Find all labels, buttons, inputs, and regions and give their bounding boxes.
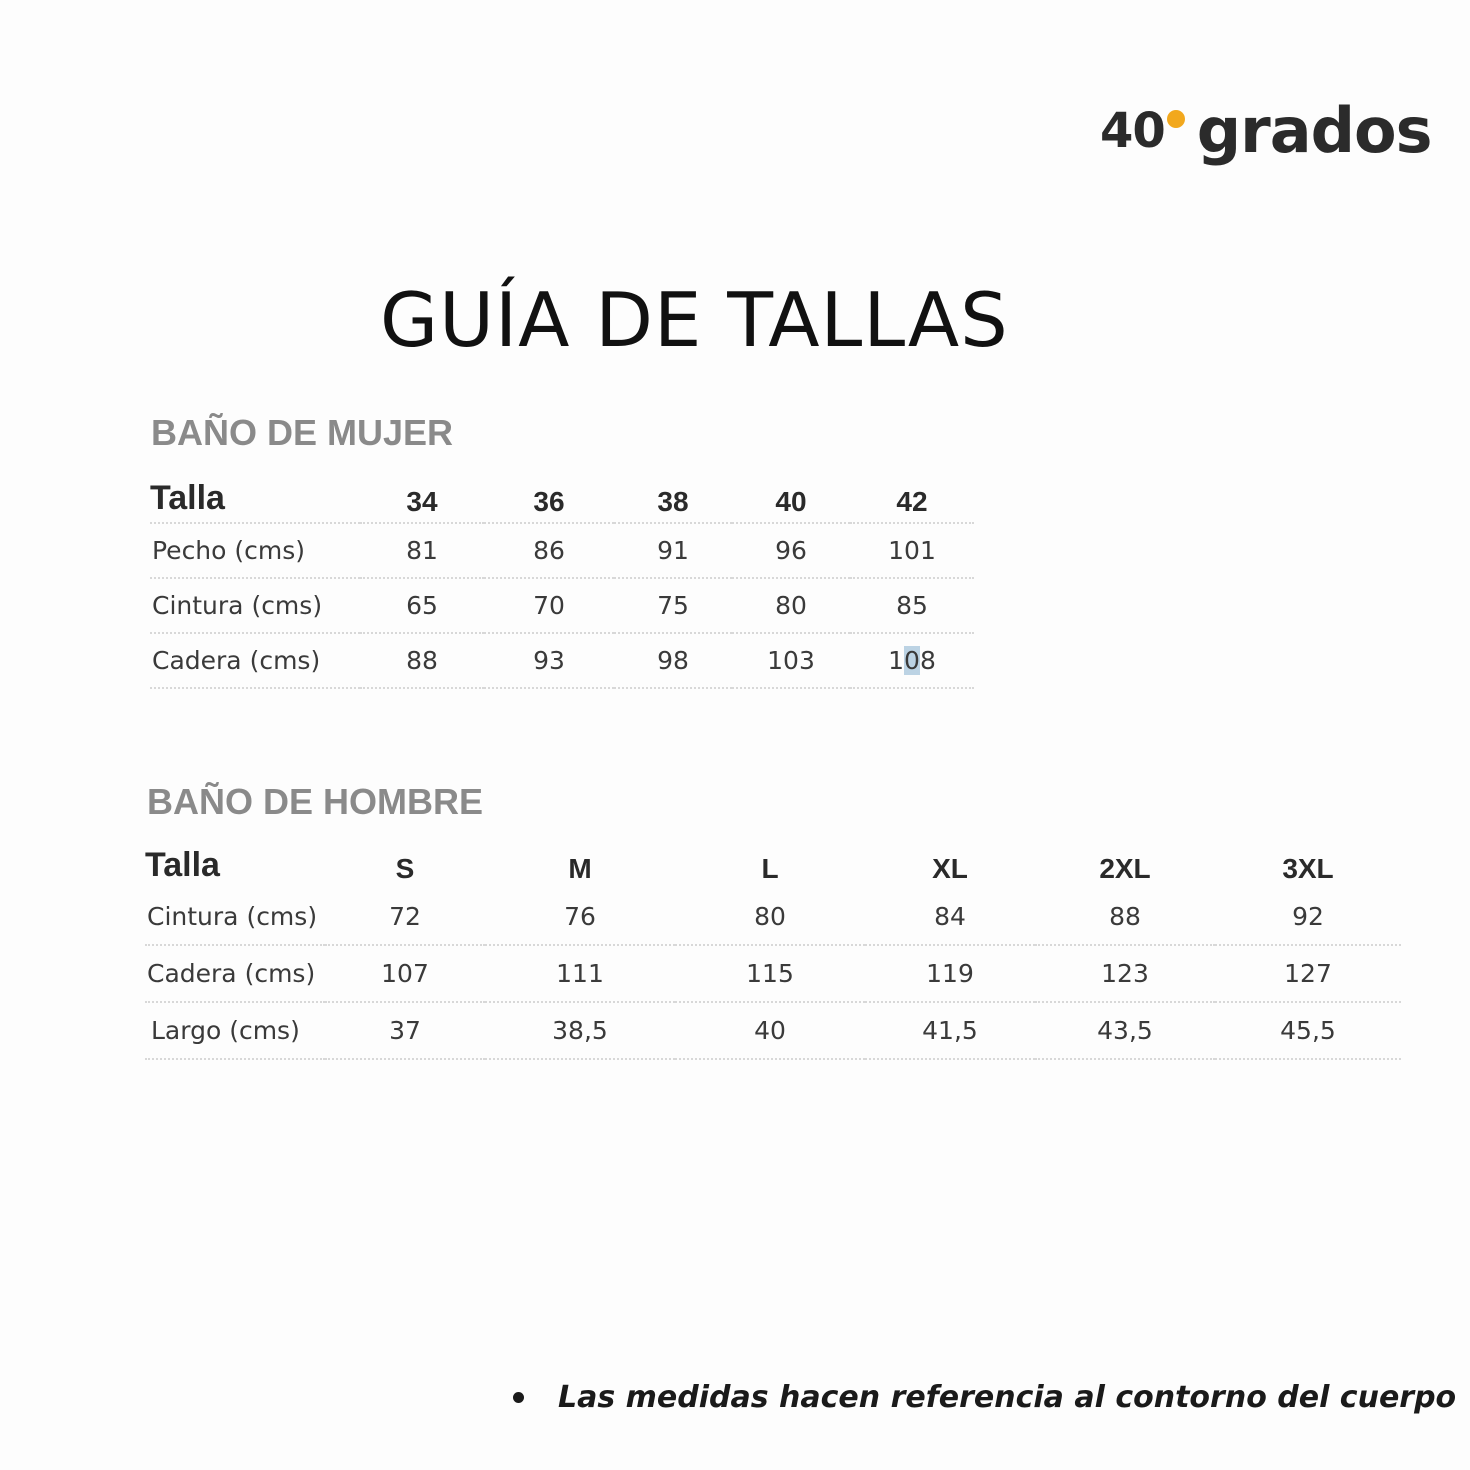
footnote — [513, 1380, 1456, 1415]
table-cell: 88 — [1109, 902, 1141, 931]
row-label: Cadera (cms) — [150, 633, 360, 688]
table-cell: 80 — [754, 902, 786, 931]
men-size-table — [145, 833, 1401, 1060]
table-cell: 84 — [934, 902, 966, 931]
table-cell: 101 — [850, 523, 974, 578]
footnote-text: Las medidas hacen referencia al contorno del cuerpo — [558, 1380, 1457, 1415]
table-row — [145, 889, 1401, 945]
table-cell-text: 108 — [888, 646, 936, 675]
table-cell: 37 — [325, 1002, 485, 1059]
table-header-row — [150, 472, 974, 523]
table-cell: 76 — [564, 902, 596, 931]
row-label: Cadera (cms) — [145, 945, 325, 1002]
table-cell: 123 — [1035, 945, 1215, 1002]
size-header: 38 — [657, 486, 689, 517]
brand-logo-dot — [1167, 110, 1185, 128]
table-cell: 92 — [1292, 902, 1324, 931]
table-cell: 111 — [485, 945, 675, 1002]
row-label: Pecho (cms) — [150, 523, 360, 578]
brand-logo — [1100, 96, 1431, 166]
row-label: Largo (cms) — [145, 1002, 325, 1059]
table-row — [150, 633, 974, 688]
row-label: Cintura (cms) — [147, 902, 318, 931]
table-cell: 75 — [614, 578, 732, 633]
size-header: XL — [932, 853, 968, 884]
table-header-label: Talla — [145, 846, 220, 884]
text-selection-highlight: 0 — [904, 646, 920, 675]
men-section-title: BAÑO DE HOMBRE — [147, 781, 484, 822]
table-cell: 86 — [484, 523, 614, 578]
size-header: 2XL — [1099, 853, 1151, 884]
table-cell: 119 — [865, 945, 1035, 1002]
table-row — [145, 1002, 1401, 1059]
table-cell: 91 — [614, 523, 732, 578]
bullet-icon — [513, 1392, 524, 1403]
size-header: 34 — [406, 486, 438, 517]
table-row — [145, 945, 1401, 1002]
table-cell: 80 — [732, 578, 850, 633]
table-cell: 93 — [484, 633, 614, 688]
table-cell: 85 — [850, 578, 974, 633]
table-cell: 96 — [732, 523, 850, 578]
brand-logo-word: grados — [1196, 94, 1432, 167]
table-row — [150, 523, 974, 578]
table-cell: 38,5 — [485, 1002, 675, 1059]
table-cell: 127 — [1215, 945, 1401, 1002]
table-cell: 41,5 — [865, 1002, 1035, 1059]
size-header: 42 — [896, 486, 928, 517]
table-cell: 72 — [389, 902, 421, 931]
table-cell: 70 — [484, 578, 614, 633]
women-section-title: BAÑO DE MUJER — [151, 412, 454, 453]
size-header: 40 — [775, 486, 807, 517]
size-header: 3XL — [1282, 853, 1334, 884]
size-header: L — [761, 853, 779, 884]
row-label: Cintura (cms) — [150, 578, 360, 633]
table-cell: 45,5 — [1215, 1002, 1401, 1059]
size-header: M — [568, 853, 592, 884]
table-cell: 107 — [325, 945, 485, 1002]
size-header: S — [395, 853, 415, 884]
table-cell: 81 — [360, 523, 484, 578]
table-cell: 115 — [675, 945, 865, 1002]
size-header: 36 — [533, 486, 565, 517]
table-cell: 98 — [614, 633, 732, 688]
table-cell: 43,5 — [1035, 1002, 1215, 1059]
brand-logo-number: 40 — [1100, 103, 1165, 159]
table-header-label: Talla — [150, 479, 225, 517]
table-cell: 88 — [360, 633, 484, 688]
table-cell: 103 — [732, 633, 850, 688]
table-row — [150, 578, 974, 633]
women-size-table — [150, 472, 974, 689]
table-cell-selected[interactable] — [850, 633, 974, 688]
table-cell: 40 — [675, 1002, 865, 1059]
page-title: GUÍA DE TALLAS — [380, 276, 1009, 365]
table-cell: 65 — [360, 578, 484, 633]
table-header-row — [145, 833, 1401, 889]
